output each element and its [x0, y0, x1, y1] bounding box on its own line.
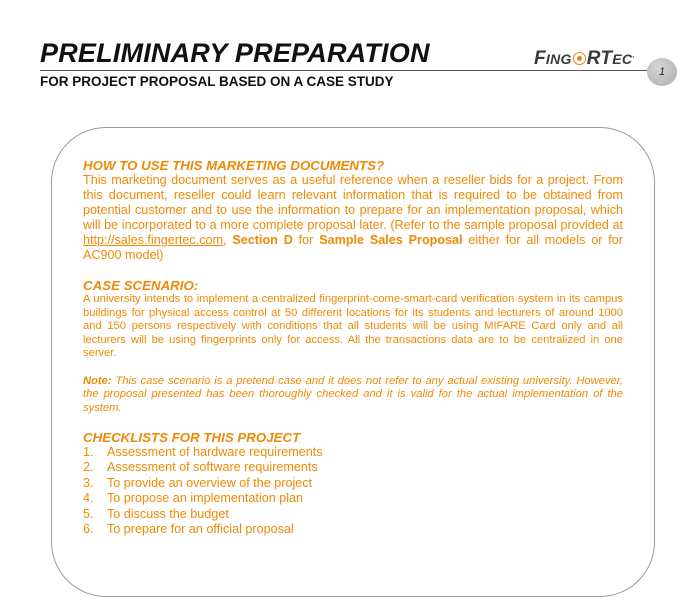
how-to-tail: either for all models or for AC900 model) — [83, 233, 623, 262]
sales-link[interactable]: http://sales.fingertec.com — [83, 233, 223, 247]
note-body: This case scenario is a pretend case and it does not refer to any actual existing university. However, the proposal presented has been thoroughly checked and it is valid for the actual implementation of the system. — [83, 374, 623, 414]
page-subtitle: FOR PROJECT PROPOSAL BASED ON A CASE STUDY — [40, 74, 394, 89]
how-to-comma: , — [223, 233, 233, 247]
sample-proposal-ref: Sample Sales Proposal — [319, 233, 463, 247]
page-number-badge: 1 — [647, 58, 677, 86]
list-item-number: 2. — [83, 460, 94, 475]
list-item — [83, 445, 623, 460]
how-to-for: for — [292, 233, 320, 247]
case-heading: CASE SCENARIO: — [83, 278, 199, 293]
note-paragraph — [83, 375, 623, 416]
note-label: Note: — [83, 374, 112, 387]
fingertec-logo: FING RTEC. — [534, 48, 635, 69]
page-title: PRELIMINARY PREPARATION — [40, 38, 430, 68]
list-item-text: To provide an overview of the project — [107, 475, 313, 490]
list-item — [83, 491, 623, 506]
list-item-number: 6. — [83, 522, 94, 537]
list-item-number: 4. — [83, 491, 94, 506]
checklist — [83, 445, 623, 537]
list-item-text: Assessment of software requirements — [107, 460, 318, 475]
list-item-number: 5. — [83, 506, 94, 521]
section-ref: Section D — [232, 233, 293, 247]
list-item-number: 3. — [83, 475, 94, 490]
how-to-body: This marketing document serves as a useful reference when a reseller bids for a project. From this document, reseller could learn relevant information that is required to be obtained from potential customer and to use the information to prepare for an implementation proposal, which will be incorporated to a more complete proposal later. (Refer to the sample proposal provided at — [83, 173, 623, 232]
list-item-text: To discuss the budget — [107, 506, 229, 521]
content-body — [83, 158, 623, 537]
how-to-heading: HOW TO USE THIS MARKETING DOCUMENTS? — [83, 158, 385, 173]
list-item — [83, 522, 623, 537]
how-to-paragraph — [83, 173, 623, 263]
list-item-text: To prepare for an official proposal — [107, 522, 294, 537]
title-divider — [40, 70, 660, 71]
checklist-heading: CHECKLISTS FOR THIS PROJECT — [83, 430, 301, 445]
list-item — [83, 507, 623, 522]
list-item — [83, 460, 623, 475]
list-item — [83, 476, 623, 491]
list-item-number: 1. — [83, 445, 94, 459]
list-item-text: Assessment of hardware requirements — [107, 445, 323, 459]
case-paragraph: A university intends to implement a centralized fingerprint-come-smart-card verification system in its campus buildings for physical access control at 50 different locations for its students and lecturers of around 1000 and 150 persons respectively with conditions that all students will be using MIFARE Card only and all lecturers will be using fingerprints only for access. All the transactions data are to be centralized in one server. — [83, 293, 623, 359]
fingerprint-ring-icon — [573, 52, 586, 65]
list-item-text: To propose an implementation plan — [107, 491, 304, 506]
